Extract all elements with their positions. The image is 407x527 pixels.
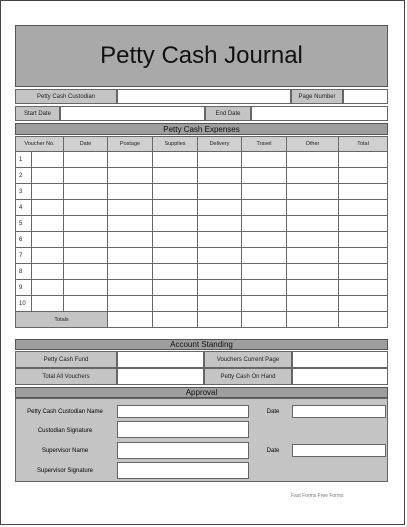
column-header: Supplies	[153, 137, 198, 152]
vouchers-current-page-field[interactable]	[292, 351, 388, 368]
totals-label: Totals	[16, 312, 108, 328]
table-cell[interactable]	[242, 232, 287, 248]
totals-cell[interactable]	[108, 312, 153, 328]
table-cell[interactable]	[198, 200, 242, 216]
table-cell[interactable]	[339, 152, 388, 168]
supervisor-signature-label: Supervisor Signature	[36, 468, 94, 474]
table-cell[interactable]	[64, 216, 108, 232]
table-cell[interactable]	[339, 232, 388, 248]
table-cell[interactable]	[287, 280, 339, 296]
supervisor-name-label: Supervisor Name	[41, 448, 89, 454]
approval-section-header: Approval	[15, 387, 388, 398]
table-cell[interactable]	[153, 232, 198, 248]
table-cell[interactable]	[287, 184, 339, 200]
table-cell[interactable]	[287, 296, 339, 312]
journal-form	[15, 25, 388, 474]
table-cell[interactable]	[339, 168, 388, 184]
table-cell[interactable]	[287, 248, 339, 264]
table-cell[interactable]	[198, 248, 242, 264]
table-cell[interactable]	[64, 280, 108, 296]
table-row	[16, 232, 388, 248]
table-cell[interactable]	[287, 232, 339, 248]
table-cell[interactable]	[287, 264, 339, 280]
table-row	[16, 168, 388, 184]
totals-cell[interactable]	[198, 312, 242, 328]
row-number: 5	[16, 216, 32, 232]
table-cell[interactable]	[108, 248, 153, 264]
supervisor-name-field[interactable]	[117, 442, 249, 459]
table-row	[16, 184, 388, 200]
page-number-label: Page Number	[291, 89, 343, 104]
column-header: Delivery	[198, 137, 242, 152]
account-standing-section-header: Account Standing	[15, 339, 388, 350]
custodian-date-field[interactable]	[292, 405, 386, 418]
row-number: 8	[16, 264, 32, 280]
table-cell[interactable]	[339, 248, 388, 264]
table-cell[interactable]	[64, 264, 108, 280]
start-date-field[interactable]	[60, 106, 205, 121]
custodian-signature-field[interactable]	[117, 421, 249, 438]
column-header: Travel	[242, 137, 287, 152]
table-row	[16, 280, 388, 296]
table-cell[interactable]	[153, 296, 198, 312]
table-cell[interactable]	[242, 248, 287, 264]
table-cell[interactable]	[339, 280, 388, 296]
table-row	[16, 216, 388, 232]
table-cell[interactable]	[339, 216, 388, 232]
table-cell[interactable]	[108, 280, 153, 296]
table-cell[interactable]	[108, 184, 153, 200]
table-cell[interactable]	[198, 232, 242, 248]
totals-cell[interactable]	[339, 312, 388, 328]
table-cell[interactable]	[32, 296, 64, 312]
table-cell[interactable]	[198, 280, 242, 296]
row-number: 10	[16, 296, 32, 312]
totals-cell[interactable]	[242, 312, 287, 328]
totals-row	[16, 312, 388, 328]
totals-cell[interactable]	[287, 312, 339, 328]
table-cell[interactable]	[242, 200, 287, 216]
table-cell[interactable]	[198, 184, 242, 200]
petty-cash-fund-field[interactable]	[117, 351, 204, 368]
table-cell[interactable]	[32, 168, 64, 184]
expenses-section-header: Petty Cash Expenses	[15, 123, 388, 135]
table-cell[interactable]	[32, 200, 64, 216]
table-cell[interactable]	[32, 248, 64, 264]
row-number: 2	[16, 168, 32, 184]
table-cell[interactable]	[242, 152, 287, 168]
start-date-label: Start Date	[15, 106, 60, 121]
end-date-field[interactable]	[251, 106, 388, 121]
table-cell[interactable]	[64, 168, 108, 184]
table-cell[interactable]	[198, 216, 242, 232]
table-cell[interactable]	[153, 152, 198, 168]
row-number: 7	[16, 248, 32, 264]
table-cell[interactable]	[64, 232, 108, 248]
table-cell[interactable]	[287, 200, 339, 216]
table-cell[interactable]	[64, 296, 108, 312]
table-cell[interactable]	[242, 296, 287, 312]
custodian-name-label: Petty Cash Custodian Name	[27, 409, 103, 415]
table-row	[16, 200, 388, 216]
table-cell[interactable]	[242, 184, 287, 200]
table-cell[interactable]	[198, 152, 242, 168]
row-number: 4	[16, 200, 32, 216]
column-header: Postage	[108, 137, 153, 152]
table-cell[interactable]	[108, 200, 153, 216]
table-cell[interactable]	[242, 216, 287, 232]
page-title: Petty Cash Journal	[15, 25, 388, 87]
table-row	[16, 152, 388, 168]
table-cell[interactable]	[108, 168, 153, 184]
table-cell[interactable]	[108, 296, 153, 312]
row-number: 9	[16, 280, 32, 296]
table-cell[interactable]	[153, 280, 198, 296]
table-cell[interactable]	[339, 264, 388, 280]
table-cell[interactable]	[108, 264, 153, 280]
table-cell[interactable]	[32, 232, 64, 248]
table-cell[interactable]	[64, 184, 108, 200]
custodian-field[interactable]	[117, 89, 291, 104]
total-all-vouchers-label: Total All Vouchers	[15, 368, 117, 385]
table-row	[16, 248, 388, 264]
table-cell[interactable]	[242, 168, 287, 184]
row-number: 1	[16, 152, 32, 168]
petty-cash-fund-label: Petty Cash Fund	[15, 351, 117, 368]
table-cell[interactable]	[339, 200, 388, 216]
table-cell[interactable]	[198, 264, 242, 280]
table-cell[interactable]	[153, 168, 198, 184]
table-cell[interactable]	[32, 280, 64, 296]
table-cell[interactable]	[64, 152, 108, 168]
table-cell[interactable]	[64, 248, 108, 264]
totals-cell[interactable]	[153, 312, 198, 328]
table-cell[interactable]	[153, 264, 198, 280]
expenses-header-row	[16, 137, 388, 152]
table-cell[interactable]	[108, 216, 153, 232]
date-label: Date	[266, 448, 280, 454]
table-cell[interactable]	[153, 248, 198, 264]
row-number: 6	[16, 232, 32, 248]
table-cell[interactable]	[108, 152, 153, 168]
supervisor-date-field[interactable]	[292, 444, 386, 457]
column-header: Total	[339, 137, 388, 152]
footer-credit: Fast Forms Free Forms	[291, 493, 344, 499]
table-cell[interactable]	[64, 200, 108, 216]
custodian-label: Petty Cash Custodian	[15, 89, 117, 104]
table-cell[interactable]	[153, 200, 198, 216]
table-row	[16, 264, 388, 280]
table-cell[interactable]	[287, 152, 339, 168]
table-cell[interactable]	[242, 264, 287, 280]
total-all-vouchers-field[interactable]	[117, 368, 204, 385]
table-cell[interactable]	[108, 232, 153, 248]
supervisor-signature-field[interactable]	[117, 462, 249, 479]
table-cell[interactable]	[242, 280, 287, 296]
row-number: 3	[16, 184, 32, 200]
table-cell[interactable]	[198, 168, 242, 184]
table-row	[16, 296, 388, 312]
custodian-name-field[interactable]	[117, 405, 249, 418]
petty-cash-on-hand-label: Petty Cash On Hand	[204, 368, 292, 385]
table-cell[interactable]	[32, 152, 64, 168]
table-cell[interactable]	[32, 184, 64, 200]
table-cell[interactable]	[153, 216, 198, 232]
table-cell[interactable]	[32, 216, 64, 232]
table-cell[interactable]	[339, 184, 388, 200]
table-cell[interactable]	[198, 296, 242, 312]
vouchers-current-page-label: Vouchers Current Page	[204, 351, 292, 368]
page-number-field[interactable]	[343, 89, 388, 104]
column-header: Date	[64, 137, 108, 152]
date-label: Date	[266, 409, 280, 415]
expenses-table	[15, 136, 388, 328]
table-cell[interactable]	[32, 264, 64, 280]
table-cell[interactable]	[287, 216, 339, 232]
custodian-signature-label: Custodian Signature	[37, 428, 93, 434]
petty-cash-on-hand-field[interactable]	[292, 368, 388, 385]
table-cell[interactable]	[287, 168, 339, 184]
column-header: Other	[287, 137, 339, 152]
end-date-label: End Date	[205, 106, 251, 121]
column-header: Voucher No.	[16, 137, 64, 152]
table-cell[interactable]	[153, 184, 198, 200]
table-cell[interactable]	[339, 296, 388, 312]
